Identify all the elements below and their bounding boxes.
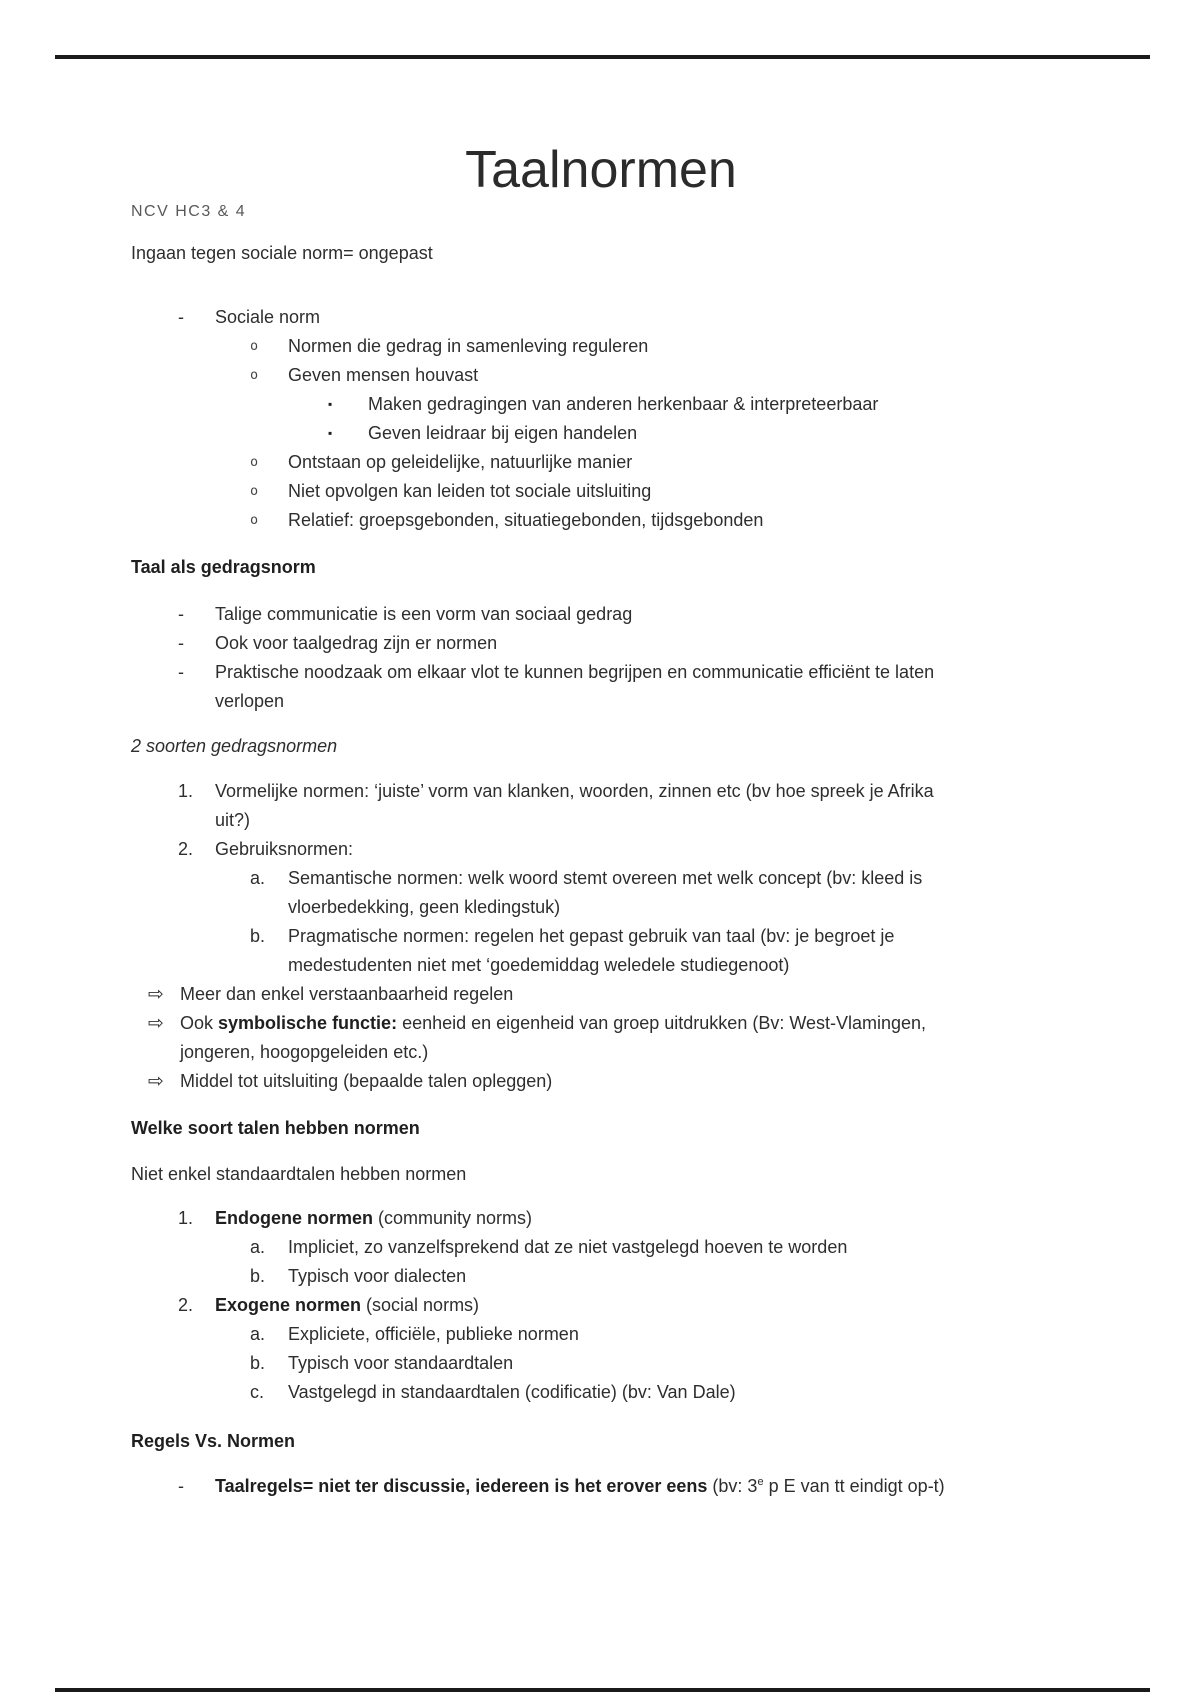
number-marker: 1.: [178, 1208, 194, 1228]
list-item: ▪ Maken gedragingen van anderen herkenbaar & interpreteerbaar: [328, 390, 1071, 419]
list-item: - Talige communicatie is een vorm van sociaal gedrag: [178, 600, 1071, 629]
letter-marker: a.: [250, 1237, 266, 1257]
page-title: Taalnormen: [465, 141, 737, 199]
arrow-item: [148, 1009, 1071, 1067]
arrow-item: ⇨ Middel tot uitsluiting (bepaalde talen opleggen): [148, 1067, 1071, 1096]
arrow-item: ⇨ Meer dan enkel verstaanbaarheid regelen: [148, 980, 1071, 1009]
section-heading-italic: 2 soorten gedragsnormen: [131, 736, 338, 756]
page-bottom-rule: [55, 1688, 1150, 1692]
list-item: b. Typisch voor dialecten: [250, 1262, 1071, 1291]
list-item: ▪ Geven leidraar bij eigen handelen: [328, 419, 1071, 448]
list-item: - Ook voor taalgedrag zijn er normen: [178, 629, 1071, 658]
arrow-bullet-icon: ⇨: [148, 1071, 164, 1092]
number-marker: 1.: [178, 781, 194, 801]
letter-marker: c.: [250, 1382, 265, 1402]
social-norm-list: [131, 303, 1071, 535]
course-code: NCV HC3 & 4: [131, 203, 247, 220]
normen-typen-list: [131, 1204, 1071, 1407]
wrapped-line: jongeren, hoogopgeleiden etc.): [180, 1042, 429, 1062]
regels-list: [131, 1472, 1071, 1501]
list-item: o Ontstaan op geleidelijke, natuurlijke manier: [250, 448, 1071, 477]
list-item: b. Typisch voor standaardtalen: [250, 1349, 1071, 1378]
arrow-bullet-icon: ⇨: [148, 1013, 164, 1034]
list-item: o Relatief: groepsgebonden, situatiegebonden, tijdsgebonden: [250, 506, 1071, 535]
wrapped-line: Ook symbolische functie: eenheid en eigenheid van groep uitdrukken (Bv: West-Vlamingen,: [180, 1013, 927, 1033]
list-item: 2. Exogene normen (social norms): [178, 1291, 1071, 1320]
bold-run: Exogene normen: [215, 1295, 362, 1315]
superscript: e: [757, 1476, 764, 1488]
circle-bullet-icon: o: [250, 512, 259, 528]
list-item: [250, 922, 1071, 980]
square-bullet-icon: ▪: [328, 397, 333, 411]
section-heading: Welke soort talen hebben normen: [131, 1118, 420, 1138]
document-page: [131, 0, 1071, 1501]
list-item: c. Vastgelegd in standaardtalen (codificatie) (bv: Van Dale): [250, 1378, 1071, 1407]
dash-bullet-icon: -: [178, 662, 184, 682]
circle-bullet-icon: o: [250, 367, 259, 383]
section-heading: Taal als gedragsnorm: [131, 557, 316, 577]
wrapped-line: uit?): [215, 810, 251, 830]
list-item: a. Expliciete, officiële, publieke normen: [250, 1320, 1071, 1349]
body-paragraph: Niet enkel standaardtalen hebben normen: [131, 1164, 467, 1184]
bold-run: Taalregels= niet ter discussie, iedereen is het erover eens: [215, 1476, 708, 1496]
dash-bullet-icon: -: [178, 1476, 184, 1496]
letter-marker: b.: [250, 926, 266, 946]
wrapped-line: verlopen: [215, 691, 285, 711]
letter-marker: b.: [250, 1353, 266, 1373]
bold-run: Endogene normen: [215, 1208, 374, 1228]
circle-bullet-icon: o: [250, 483, 259, 499]
list-item: [178, 777, 1071, 835]
wrapped-line: vloerbedekking, geen kledingstuk): [288, 897, 561, 917]
square-bullet-icon: ▪: [328, 426, 333, 440]
list-item: o Normen die gedrag in samenleving reguleren: [250, 332, 1071, 361]
letter-marker: a.: [250, 1324, 266, 1344]
list-item: [250, 864, 1071, 922]
dash-bullet-icon: -: [178, 633, 184, 653]
dash-bullet-icon: -: [178, 307, 184, 327]
wrapped-line: Vormelijke normen: ‘juiste’ vorm van klanken, woorden, zinnen etc (bv hoe spreek je Afrika: [215, 781, 934, 801]
list-item: a. Impliciet, zo vanzelfsprekend dat ze niet vastgelegd hoeven te worden: [250, 1233, 1071, 1262]
circle-bullet-icon: o: [250, 338, 259, 354]
circle-bullet-icon: o: [250, 454, 259, 470]
arrow-bullet-icon: ⇨: [148, 984, 164, 1005]
wrapped-line: medestudenten niet met ‘goedemiddag weledele studiegenoot): [288, 955, 790, 975]
list-item: o Geven mensen houvast: [250, 361, 1071, 390]
list-item: 1. Endogene normen (community norms): [178, 1204, 1071, 1233]
list-item: o Niet opvolgen kan leiden tot sociale uitsluiting: [250, 477, 1071, 506]
number-marker: 2.: [178, 1295, 194, 1315]
dash-bullet-icon: -: [178, 604, 184, 624]
intro-paragraph: Ingaan tegen sociale norm= ongepast: [131, 243, 433, 263]
number-marker: 2.: [178, 839, 194, 859]
gedragsnorm-list: [131, 600, 1071, 716]
wrapped-line: Semantische normen: welk woord stemt overeen met welk concept (bv: kleed is: [288, 868, 923, 888]
soorten-list: [131, 777, 1071, 1096]
list-item: [178, 658, 1071, 716]
letter-marker: b.: [250, 1266, 266, 1286]
wrapped-line: Pragmatische normen: regelen het gepast gebruik van taal (bv: je begroet je: [288, 926, 895, 946]
wrapped-line: Praktische noodzaak om elkaar vlot te kunnen begrijpen en communicatie efficiënt te laten: [215, 662, 935, 682]
list-item: - Sociale norm: [178, 303, 1071, 332]
list-item: 2. Gebruiksnormen:: [178, 835, 1071, 864]
list-item: - Taalregels= niet ter discussie, iedereen is het erover eens (bv: 3e p E van tt eindigt op-t): [178, 1472, 1071, 1501]
letter-marker: a.: [250, 868, 266, 888]
section-heading: Regels Vs. Normen: [131, 1431, 296, 1451]
bold-run: symbolische functie:: [218, 1013, 398, 1033]
